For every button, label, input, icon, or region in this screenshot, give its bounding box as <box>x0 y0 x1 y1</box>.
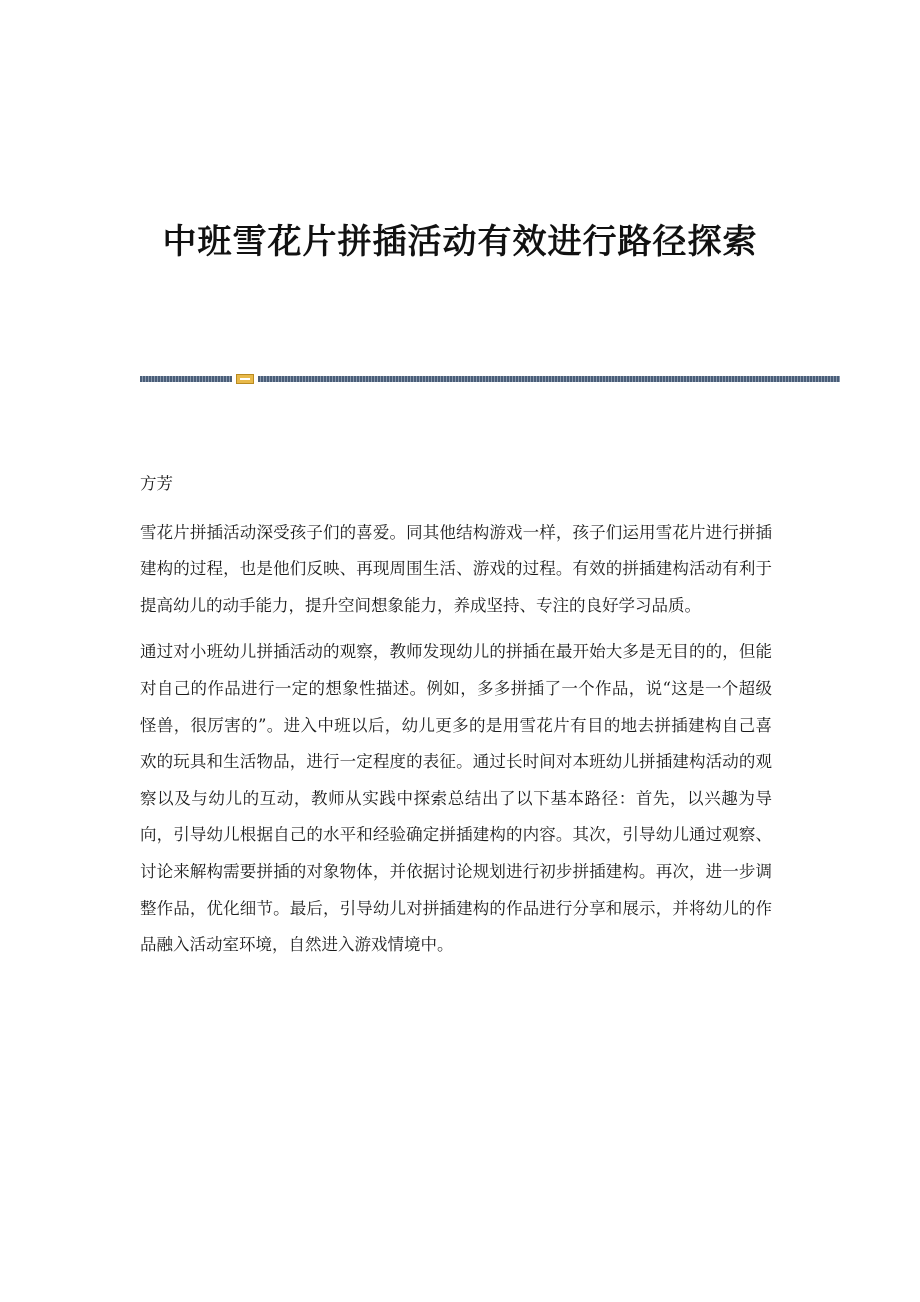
divider-ornament-icon <box>236 374 254 384</box>
document-body <box>140 466 772 974</box>
document-title: 中班雪花片拼插活动有效进行路径探索 <box>162 222 758 262</box>
paragraph: 雪花片拼插活动深受孩子们的喜爱。同其他结构游戏一样，孩子们运用雪花片进行拼插建构的过程，也是他们反映、再现周围生活、游戏的过程。有效的拼插建构活动有利于提高幼儿的动手能力，提升空间想象能力，养成坚持、专注的良好学习品质。 <box>140 522 772 615</box>
title-divider <box>140 374 840 384</box>
divider-bar-left <box>140 376 232 382</box>
author-name: 方芳 <box>140 474 173 493</box>
divider-bar-right <box>258 376 840 382</box>
paragraph: 通过对小班幼儿拼插活动的观察，教师发现幼儿的拼插在最开始大多是无目的的，但能对自己的作品进行一定的想象性描述。例如，多多拼插了一个作品，说“这是一个超级怪兽，很厉害的”。进入中班以后，幼儿更多的是用雪花片有目的地去拼插建构自己喜欢的玩具和生活物品，进行一定程度的表征。通过长时间对本班幼儿拼插建构活动的观察以及与幼儿的互动，教师从实践中探索总结出了以下基本路径：首先，以兴趣为导向，引导幼儿根据自己的水平和经验确定拼插建构的内容。其次，引导幼儿通过观察、讨论来解构需要拼插的对象物体，并依据讨论规划进行初步拼插建构。再次，进一步调整作品，优化细节。最后，引导幼儿对拼插建构的作品进行分享和展示，并将幼儿的作品融入活动室环境，自然进入游戏情境中。 <box>140 642 772 955</box>
